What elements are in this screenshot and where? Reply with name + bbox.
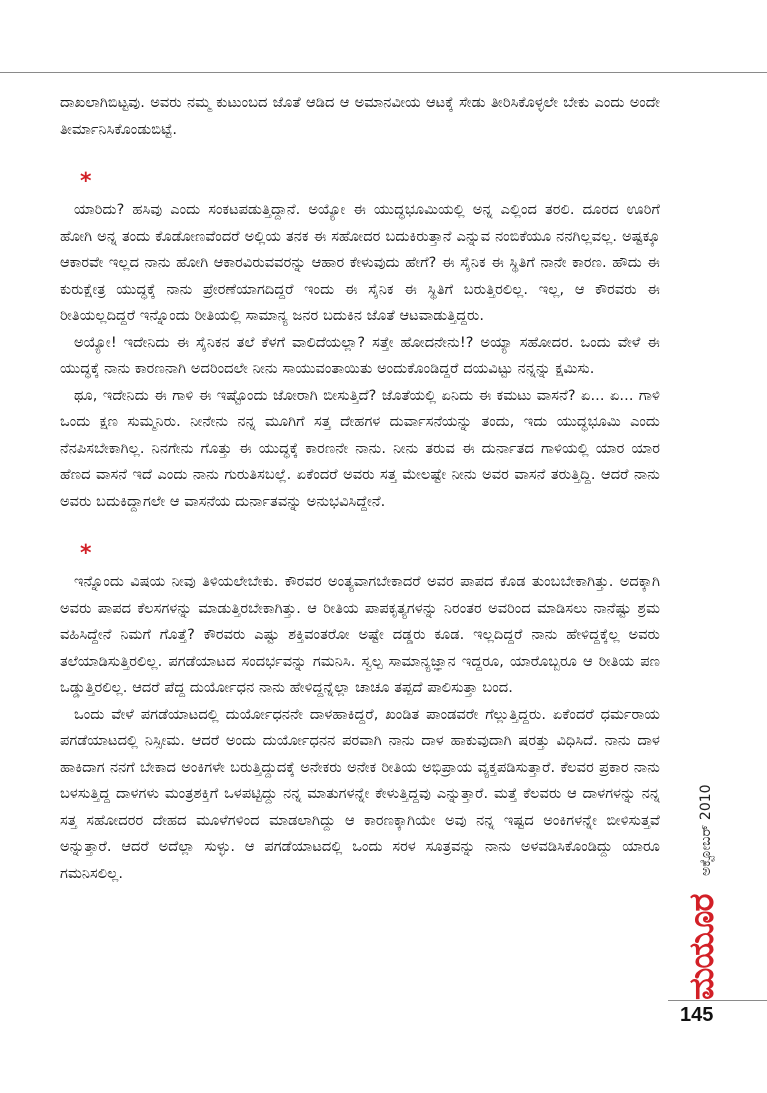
paragraph: ಒಂದು ವೇಳೆ ಪಗಡೆಯಾಟದಲ್ಲಿ ದುರ್ಯೋಧನನೇ ದಾಳಹಾಕಿದ್ದರೆ, ಖಂಡಿತ ಪಾಂಡವರೇ ಗೆಲ್ಲುತ್ತಿದ್ದರು. ಏಕೆಂದರೆ ಧರ್ಮರಾಯ ಪಗಡೆಯಾಟದಲ್ಲಿ ನಿಸ್ಸೀಮ. ಆದರೆ ಅಂದು ದುರ್ಯೋಧನನ ಪರವಾಗಿ ನಾನು ದಾಳ ಹಾಕುವುದಾಗಿ ಷರತ್ತು ವಿಧಿಸಿದೆ. ನಾನು ದಾಳ ಹಾಕಿದಾಗ ನನಗೆ ಬೇಕಾದ ಅಂಕಿಗಳೇ ಬರುತ್ತಿದ್ದುದಕ್ಕೆ ಅನೇಕರು ಅನೇಕ ರೀತಿಯ ಅಭಿಪ್ರಾಯ ವ್ಯಕ್ತಪಡಿಸುತ್ತಾರೆ. ಕೆಲವರ ಪ್ರಕಾರ ನಾನು ಬಳಸುತ್ತಿದ್ದ ದಾಳಗಳು ಮಂತ್ರಶಕ್ತಿಗೆ ಒಳಪಟ್ಟಿದ್ದು ನನ್ನ ಮಾತುಗಳನ್ನೇ ಕೇಳುತ್ತಿದ್ದವು ಎನ್ನುತ್ತಾರೆ. ಮತ್ತೆ ಕೆಲವರು ಆ ದಾಳಗಳನ್ನು ನನ್ನ ಸತ್ತ ಸಹೋದರರ ದೇಹದ ಮೂಳೆಗಳಿಂದ ಮಾಡಲಾಗಿದ್ದು ಆ ಕಾರಣಕ್ಕಾಗಿಯೇ ಅವು ನನ್ನ ಇಷ್ಟದ ಅಂಕಿಗಳನ್ನೇ ಬೀಳಿಸುತ್ತವೆ ಅನ್ನುತ್ತಾರೆ. ಆದರೆ ಅದೆಲ್ಲಾ ಸುಳ್ಳು. ಆ ಪಗಡೆಯಾಟದಲ್ಲಿ ಒಂದು ಸರಳ ಸೂತ್ರವನ್ನು ನಾನು ಅಳವಡಿಸಿಕೊಂಡಿದ್ದು ಯಾರೂ ಗಮನಿಸಲಿಲ್ಲ. [60,706,660,882]
section-separator-star: * [80,541,92,566]
section-separator-star: * [80,169,92,194]
magazine-logo: ಮಯೂರ [682,894,722,1000]
paragraph: ಥೂ, ಇದೇನಿದು ಈ ಗಾಳಿ ಈ ಇಷ್ಟೊಂದು ಜೋರಾಗಿ ಬೀಸುತ್ತಿದೆ? ಜೊತೆಯಲ್ಲಿ ಏನಿದು ಈ ಕಮಟು ವಾಸನೆ? ಏ... ಏ... ಗಾಳಿ ಒಂದು ಕ್ಷಣ ಸುಮ್ಮನಿರು. ನೀನೇನು ನನ್ನ ಮೂಗಿಗೆ ಸತ್ತ ದೇಹಗಳ ದುರ್ವಾಸನೆಯನ್ನು ತಂದು, ಇದು ಯುದ್ಧಭೂಮಿ ಎಂದು ನೆನಪಿಸಬೇಕಾಗಿಲ್ಲ. ನಿನಗೇನು ಗೊತ್ತು ಈ ಯುದ್ಧಕ್ಕೆ ಕಾರಣನೇ ನಾನು. ನೀನು ತರುವ ಈ ದುರ್ನಾತದ ಗಾಳಿಯಲ್ಲಿ ಯಾರ ಯಾರ ಹೆಣದ ವಾಸನೆ ಇದೆ ಎಂದು ನಾನು ಗುರುತಿಸಬಲ್ಲೆ. ಏಕೆಂದರೆ ಅವರು ಸತ್ತ ಮೇಲಷ್ಟೇ ನೀನು ಅವರ ವಾಸನೆ ತರುತ್ತಿದ್ದಿ. ಆದರೆ ನಾನು ಅವರು ಬದುಕಿದ್ದಾಗಲೇ ಆ ವಾಸನೆಯ ದುರ್ನಾತವನ್ನು ಅನುಭವಿಸಿದ್ದೇನೆ. [60,387,660,510]
footer-rule [668,1000,767,1001]
paragraph: ಇನ್ನೊಂದು ವಿಷಯ ನೀವು ತಿಳಿಯಲೇಬೇಕು. ಕೌರವರ ಅಂತ್ಯವಾಗಬೇಕಾದರೆ ಅವರ ಪಾಪದ ಕೊಡ ತುಂಬಬೇಕಾಗಿತ್ತು. ಅದಕ್ಕಾಗಿ ಅವರು ಪಾಪದ ಕೆಲಸಗಳನ್ನು ಮಾಡುತ್ತಿರಬೇಕಾಗಿತ್ತು. ಆ ರೀತಿಯ ಪಾಪಕೃತ್ಯಗಳನ್ನು ನಿರಂತರ ಅವರಿಂದ ಮಾಡಿಸಲು ನಾನೆಷ್ಟು ಶ್ರಮ ವಹಿಸಿದ್ದೇನೆ ನಿಮಗೆ ಗೊತ್ತೆ? ಕೌರವರು ಎಷ್ಟು ಶಕ್ತಿವಂತರೋ ಅಷ್ಟೇ ದಡ್ಡರು ಕೂಡ. ಇಲ್ಲದಿದ್ದರೆ ನಾನು ಹೇಳಿದ್ದಕ್ಕೆಲ್ಲ ಅವರು ತಲೆಯಾಡಿಸುತ್ತಿರಲಿಲ್ಲ. ಪಗಡೆಯಾಟದ ಸಂದರ್ಭವನ್ನು ಗಮನಿಸಿ. ಸ್ವಲ್ಪ ಸಾಮಾನ್ಯಜ್ಞಾನ ಇದ್ದರೂ, ಯಾರೊಬ್ಬರೂ ಆ ರೀತಿಯ ಪಣ ಒಡ್ಡುತ್ತಿರಲಿಲ್ಲ. ಆದರೆ ಪೆದ್ದ ದುರ್ಯೋಧನ ನಾನು ಹೇಳಿದ್ದನ್ನೆಲ್ಲಾ ಚಾಚೂ ತಪ್ಪದೆ ಪಾಲಿಸುತ್ತಾ ಬಂದ. [60,574,660,696]
paragraph: ಅಯ್ಯೋ! ಇದೇನಿದು ಈ ಸೈನಿಕನ ತಲೆ ಕೆಳಗೆ ವಾಲಿದೆಯಲ್ಲಾ? ಸತ್ತೇ ಹೋದನೇನು!? ಅಯ್ಯಾ ಸಹೋದರ. ಒಂದು ವೇಳೆ ಈ ಯುದ್ಧಕ್ಕೆ ನಾನು ಕಾರಣನಾಗಿ ಅದರಿಂದಲೇ ನೀನು ಸಾಯುವಂತಾಯಿತು ಅಂದುಕೊಂಡಿದ್ದರೆ ದಯವಿಟ್ಟು ನನ್ನನ್ನು ಕ್ಷಮಿಸು. [60,334,660,377]
page-number: 145 [680,1004,714,1026]
intro-paragraph: ದಾಖಲಾಗಿಬಿಟ್ಟವು. ಅವರು ನಮ್ಮ ಕುಟುಂಬದ ಜೊತೆ ಆಡಿದ ಆ ಅಮಾನವೀಯ ಆಟಕ್ಕೆ ಸೇಡು ತೀರಿಸಿಕೊಳ್ಳಲೇ ಬೇಕು ಎಂದು ಅಂದೇ ತೀರ್ಮಾನಿಸಿಕೊಂಡುಬಿಟ್ಟೆ. [60,95,660,138]
article-body [60,90,660,887]
header-rule [0,72,767,73]
paragraph: ಯಾರಿದು? ಹಸಿವು ಎಂದು ಸಂಕಟಪಡುತ್ತಿದ್ದಾನೆ. ಅಯ್ಯೋ ಈ ಯುದ್ಧಭೂಮಿಯಲ್ಲಿ ಅನ್ನ ಎಲ್ಲಿಂದ ತರಲಿ. ದೂರದ ಊರಿಗೆ ಹೋಗಿ ಅನ್ನ ತಂದು ಕೊಡೋಣವೆಂದರೆ ಅಲ್ಲಿಯ ತನಕ ಈ ಸಹೋದರ ಬದುಕಿರುತ್ತಾನೆ ಎನ್ನುವ ನಂಬಿಕೆಯೂ ನನಗಿಲ್ಲವಲ್ಲ. ಅಷ್ಟಕ್ಕೂ ಆಕಾರವೇ ಇಲ್ಲದ ನಾನು ಹೋಗಿ ಆಕಾರವಿರುವವರನ್ನು ಆಹಾರ ಕೇಳುವುದು ಹೇಗೆ? ಈ ಸೈನಿಕ ಈ ಸ್ಥಿತಿಗೆ ನಾನೇ ಕಾರಣ. ಹೌದು ಈ ಕುರುಕ್ಷೇತ್ರ ಯುದ್ಧಕ್ಕೆ ನಾನು ಪ್ರೇರಣೆಯಾಗದಿದ್ದರೆ ಇಂದು ಈ ಸೈನಿಕ ಈ ಸ್ಥಿತಿಗೆ ಬರುತ್ತಿರಲಿಲ್ಲ. ಇಲ್ಲ, ಆ ಕೌರವರು ಈ ರೀತಿಯಲ್ಲದಿದ್ದರೆ ಇನ್ನೊಂದು ರೀತಿಯಲ್ಲಿ ಸಾಮಾನ್ಯ ಜನರ ಬದುಕಿನ ಜೊತೆ ಆಟವಾಡುತ್ತಿದ್ದರು. [60,202,660,324]
magazine-sidebar [668,784,724,1002]
issue-date: ಅಕ್ಟೋಬರ್ 2010 [698,784,714,876]
